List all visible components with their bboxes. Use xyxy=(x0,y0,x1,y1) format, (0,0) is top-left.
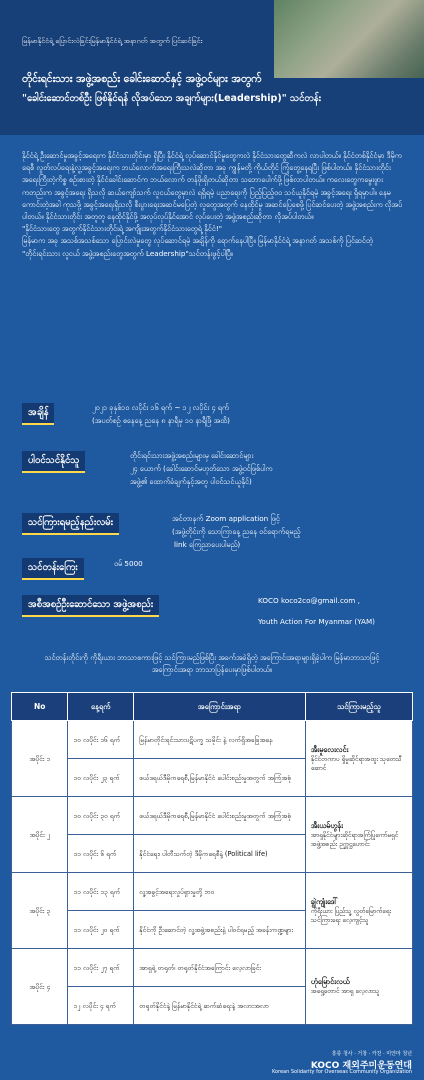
footer-logo-text: KOCO 재외주미운동연대 xyxy=(310,1061,412,1071)
fee-value: ဝမ် 5000 xyxy=(114,559,143,568)
col-date: နေ့ရက် xyxy=(68,693,134,721)
trainer-cell xyxy=(305,797,412,873)
week-cell: အပိုင်း ၄ xyxy=(12,949,68,1025)
table-header-row xyxy=(12,693,413,721)
footer-small-bottom: Korean Solidarity for Overseas Community Organization xyxy=(271,1069,412,1075)
time-row xyxy=(22,400,412,425)
table-row xyxy=(12,949,413,987)
trainer-role: ကိုရီးယား ပြည်သူ့ လွတ်မြောက်ရေး သင်ကြားရေး လေ့ကျင့်သူ xyxy=(310,907,391,924)
date-cell: ၁၀ လပိုင်း ၃၀ ရက် xyxy=(68,797,134,835)
time-label: အချိန် xyxy=(22,403,54,425)
koco-logo xyxy=(262,1050,412,1076)
intro-paragraph: မြန်မာက အခု အသစ်အသစ်သော ပြောင်းလဲမှုတွေ လုပ်ဆောင်ရမဲ့ အချိန်ကို ရောက်နေပါပြီ။ မြန်မာနိုင်ငံရဲ့ အနာဂတ် အသစ်ကို ပြင်ဆင်တဲ့ "တိုင်းရင်းသား လူငယ် အဖွဲ့အစည်းတွေအတွက် Leadership"သင်တန်းဖွင့်ပါပြီ။ xyxy=(22,236,373,258)
fee-row xyxy=(22,555,412,580)
fee-label: သင်တန်းကြေး xyxy=(22,558,84,580)
footer-small-top: 흥릉 청사 · 거창 · 카친 · 미얀마 청년 xyxy=(331,1051,412,1057)
method-value: အင်တာနက် Zoom application ဖြင့် xyxy=(172,514,280,523)
time-note: (အပတ်စဉ် စနေနေ့ ညနေ ၈ နာရီမှ ၁၀ နာရီဖြိ အထိ) xyxy=(92,416,230,425)
who-label: ပါဝင်သင်နိုင်သူ xyxy=(22,451,85,473)
page-title: တိုင်းရင်းသား အဖွဲ့အစည်း ခေါင်းဆောင်နှင့် အဖွဲ့ဝင်များ အတွက် xyxy=(22,73,262,85)
header-tagline: မြန်မာနိုင်ငံရဲ့ ပြောင်းလဲခြင်းမြန်မာနိုင်ငံရဲ့ အနာဂတ် အတွက် ပြင်ဆင်ခြင်း xyxy=(22,37,203,45)
org-email: KOCO koco2co@gmail.com , xyxy=(258,596,360,605)
language-note: သင်တန်းတိုင်းကို ကိုရီးယား ဘာသာစကားဖြင့် သင်ကြားမည်ဖြစ်ပြီး အခက်အခဲရှိတဲ့ အကြောင်းအရာများရှိခဲ့ပါက မြန်မာဘာသာဖြင့် အကြောင်းအရာ ဘာသာပြန်ပေးမှာဖြစ်ပါတယ်။ xyxy=(44,653,380,674)
table-row xyxy=(12,873,413,911)
topic-cell: မြန်မာတိုင်းရင်းသားပဋိပက္ခ သမိုင်း နဲ့ လက်ရှိအခြေအနေ xyxy=(134,721,306,759)
col-topic: အကြောင်းအရာ xyxy=(134,693,306,721)
week-cell: အပိုင်း ၂ xyxy=(12,797,68,873)
trainer-name: ချွဲကျုံးဒေါ် xyxy=(310,896,338,906)
who-row xyxy=(22,448,412,486)
intro-quote: "နိုင်ငံသားတွေ အတွက်နိုင်ငံသားတိုင်းရဲ့ အကျိုးအတွက်နိုင်ငံသားတွေရဲ့ နိုင်ငံ!" xyxy=(22,224,223,234)
week-cell: အပိုင်း ၁ xyxy=(12,721,68,797)
intro-paragraph: နိုင်ငံရဲ့ ဦးဆောင်မှုအခွင့်အရေးက နိုင်ငံသားတိုင်းမှာ ရှိပြီး နိုင်ငံရဲ့ လုပ်ဆောင်နိုင်မှုတွေကလဲ နိုင်ငံသားတွေဆီကလဲ လာပါတယ်။ နိုင်ငံတစ်နိုင်ငံမှာ ဒီမိုကရေစီ လွတ်လပ်ရေးနဲ့လူ့အခွင့်အရေးက ဘယ်လောက်အရေးကြီးသလဲဆိုတာ အခု ကျွန်မတို့ ကိုယ်တိုင် ကြုံတွေ့နေရပြီး ဖြစ်ပါတယ်။ နိုင်ငံသားတိုင်း အရေးကြီးတဲ့ကိစ္စ စဉ်းစားတဲ့ နိုင်ငံခေါင်းဆောင်က ဘယ်လောက် တန်ဖိုးရှိတယ်ဆိုတာ သဘောပေါက်ဖို့ ဖြစ်လာပါတယ်။ ကလေးတွေကမွေးဖွားကတည်းက အခွင့်အရေး ရှိသလို ဆယ်ကျော်သက် လူငယ်တွေမှာလဲ ရရှိရမဲ့ ပညာရေးကို ပြည့်ပြည့်ဝဝ သင်ယူနိုင်ရမဲ့ အခွင့်အရေး ရှိရမှာပါ။ နေမကောင်းတဲ့အခါ ကုသဖို့ အခွင့်အရေးရှိသလို စီးပွားရေးအဆင်မပြေတဲ့ လူတွေအတွက် နေထိုင်မှု အဆင်ပြေစေဖို့ ပြင်ဆင်ပေးတဲ့ အဖွဲ့အစည်းက လိုအပ်ပါတယ်။ နိုင်ငံသားတိုင်း အတူတူ နေထိုင်နိုင်ဖို့ အလုပ်လုပ်နိုင်အောင် လုပ်ပေးတဲ့ အဖွဲ့အစည်းဆိုတာ လိုအပ်ပါတယ်။ xyxy=(22,151,403,222)
date-cell: ၁၁ လပိုင်း ၂၀ ရက် xyxy=(68,911,134,949)
col-trainer: သင်ကြားမည့်သူ xyxy=(305,693,412,721)
trainer-role: နိုင်ငံတကာပ ရှိမှုဆိုင်ရာအထူး သုတေသီဆောင် xyxy=(310,755,402,772)
header-banner xyxy=(0,0,424,135)
intro-text xyxy=(22,150,404,260)
date-cell: ၁၂ လပိုင်း ၄ ရက် xyxy=(68,987,134,1025)
trainer-cell xyxy=(305,721,412,797)
topic-cell: တရုတ်နိုင်ငံနဲ့ မြန်မာနိုင်ငံရဲ့ ဆက်ဆံရေးနဲ့ အလားအလာ xyxy=(134,987,306,1025)
trainer-cell xyxy=(305,949,412,1025)
trainer-name: ဟုံမြောင်းလယ် xyxy=(310,977,350,986)
col-no: No xyxy=(12,693,68,721)
trainer-role: အာရှနိုင်ငံများဆိုင်ရာအကြံပြုကော်မရှင် အဖွဲ့အစည်း ဉက္ကဋ္ဌဟောင်း xyxy=(310,831,399,848)
who-count: ၂၄ ယောက် (ခေါင်းဆောင်မဟုတ်သော အဖွဲ့ဝင်ဖြစ်ပါက xyxy=(130,464,273,473)
date-cell: ၁၀ လပိုင်း ၁၆ ရက် xyxy=(68,721,134,759)
table-row xyxy=(12,797,413,835)
method-note: link ကြေညာပေးပါမည်) xyxy=(174,540,241,549)
table-row xyxy=(12,721,413,759)
page-subtitle: "ခေါင်းဆောင်တစ်ဦး ဖြစ်နိုင်ရန် လိုအပ်သော အချက်များ(Leadership)" သင်တန်း xyxy=(22,93,321,104)
week-cell: အပိုင်း ၃ xyxy=(12,873,68,949)
topic-cell: ဖယ်ဒရယ်ဒီမိုကရေစီ,မြန်မာနိုင်ငံ ပေါင်းစည်းမှုအတွက် အကြံအစုံ xyxy=(134,797,306,835)
method-note: (အဖွဲ့တိုင်းကို သောကြာနေ့ ညနေ ဝင်ရောက်ရမည့် xyxy=(172,527,301,536)
protest-photo xyxy=(274,0,424,78)
trainer-role: အရှေ့တောင် အာရှ လေ့လာသူ xyxy=(310,988,380,995)
org-partner: Youth Action For Myanmar (YAM) xyxy=(258,617,375,626)
method-row xyxy=(22,510,412,549)
date-cell: ၁၀ လပိုင်း ၂၃ ရက် xyxy=(68,759,134,797)
who-value: တိုင်းရင်းသားအဖွဲ့အစည်းများမှ ခေါင်းဆောင်များ xyxy=(130,451,254,460)
date-cell: ၁၁ လပိုင်း ၂၇ ရက် xyxy=(68,949,134,987)
method-label: သင်ကြားရမည့်နည်းလမ်း xyxy=(22,513,119,535)
topic-cell: ဖယ်ဒရယ်ဒီမိုကရေစီ,မြန်မာနိုင်ငံ ပေါင်းစည်းမှုအတွက် အကြံအစုံ xyxy=(134,759,306,797)
topic-cell: နိုင်ငံကို ဦးဆောင်တဲ့ လူ့အဖွဲ့အစည်းနဲ့ ပါဝင်ရမည့် အခန်းကဏ္ဍများ xyxy=(134,911,306,949)
trainer-name: အီးမူလေးလင်း xyxy=(310,744,349,754)
date-cell: ၁၁ လပိုင်း ၁၃ ရက် xyxy=(68,873,134,911)
topic-cell: နိုင်ငံရေး၊ ပါတီသက်တဲ့ ဒီမိုကရေစီနဲ့ (Political life) xyxy=(134,835,306,873)
trainer-name: အီးယမ်ဟွန်း xyxy=(310,820,343,830)
date-cell: ၁၁ လပိုင်း ၆ ရက် xyxy=(68,835,134,873)
time-value: ၂၀၂၁ ခုနှစ်၁၀ လပိုင်း ၁၆ ရက် ~ ၁၂ လပိုင်း ၄ ရက် xyxy=(92,403,229,412)
topic-cell: အာရှရဲ့ တရုတ်၊ တရုတ်နိုင်ငံအကြောင်း လေ့လာခြင်း xyxy=(134,949,306,987)
topic-cell: လူ့အခွင့်အရေးလှုပ်ရှားမှုတို့ ဘ၀ xyxy=(134,873,306,911)
who-note: အဖွဲ့၏ ထောက်ခံချက်နှင့်အတူ ပါဝင်သင်ယူနိုင်) xyxy=(130,477,252,486)
org-label: အစီအစဉ်ဦးဆောင်သော အဖွဲ့အစည်း xyxy=(22,595,159,617)
org-row xyxy=(22,592,412,626)
trainer-cell xyxy=(305,873,412,949)
schedule-table xyxy=(11,692,413,1025)
